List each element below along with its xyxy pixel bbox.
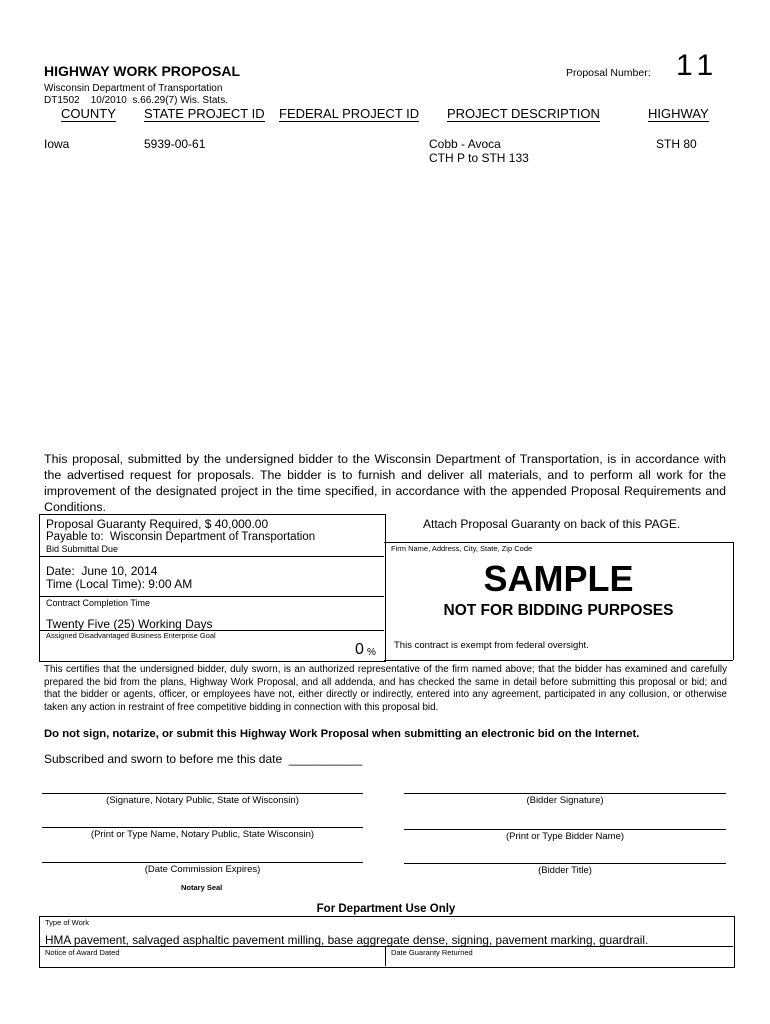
federal-exempt-note: This contract is exempt from federal oversight. — [394, 640, 589, 651]
project-description-line1: Cobb - Avoca — [429, 137, 501, 151]
bidder-title-label: (Bidder Title) — [538, 865, 592, 876]
form-id: DT1502 10/2010 s.66.29(7) Wis. Stats. — [44, 95, 228, 106]
firm-box-bottom-rule — [384, 660, 733, 661]
left-box-divider-1 — [39, 556, 384, 557]
commission-expires-label: (Date Commission Expires) — [144, 864, 261, 875]
bid-time: Time (Local Time): 9:00 AM — [46, 577, 193, 591]
notary-signature-line[interactable] — [42, 793, 363, 794]
notice-of-award-label: Notice of Award Dated — [45, 948, 120, 957]
date-guaranty-returned-label: Date Guaranty Returned — [391, 948, 473, 957]
notary-name-line[interactable] — [42, 827, 363, 828]
notary-signature-label: (Signature, Notary Public, State of Wisconsin) — [106, 795, 299, 806]
bid-date: Date: June 10, 2014 — [46, 564, 158, 578]
left-box-divider-2 — [39, 596, 384, 597]
column-header-project-description: PROJECT DESCRIPTION — [447, 106, 600, 121]
column-header-county: COUNTY — [61, 106, 116, 121]
bidder-signature-label: (Bidder Signature) — [526, 795, 604, 806]
firm-box-top-rule — [384, 542, 733, 543]
county-value: Iowa — [44, 137, 70, 151]
intro-paragraph: This proposal, submitted by the undersigned bidder to the Wisconsin Department of Transportation, is in accordance with the advertised request for proposals. The bidder is to furnish and deliver all materials, and to perform all work for the improvement of the designated project in the time specified, in accordance with the appended Proposal Requirements and Conditions. — [44, 452, 726, 514]
proposal-number-label: Proposal Number: — [566, 67, 651, 79]
attach-guaranty-note: Attach Proposal Guaranty on back of this PAGE. — [423, 517, 681, 531]
state-project-id-value: 5939-00-61 — [144, 137, 206, 151]
notary-seal-label: Notary Seal — [181, 883, 223, 892]
dbe-unit: % — [367, 647, 376, 658]
commission-expires-line[interactable] — [42, 862, 363, 863]
firm-name-label: Firm Name, Address, City, State, Zip Code — [391, 544, 533, 553]
column-header-state-project-id: STATE PROJECT ID — [144, 106, 265, 121]
subscribed-sworn: Subscribed and sworn to before me this date ___________ — [44, 752, 363, 766]
bidder-name-line[interactable] — [404, 829, 726, 830]
bidder-title-line[interactable] — [404, 863, 726, 864]
type-of-work-label: Type of Work — [45, 918, 90, 927]
completion-label: Contract Completion Time — [46, 598, 151, 608]
proposal-number: 11 — [676, 49, 720, 82]
not-for-bidding-notice: NOT FOR BIDDING PURPOSES — [443, 602, 674, 619]
department-use-heading: For Department Use Only — [316, 903, 456, 915]
type-of-work-value: HMA pavement, salvaged asphaltic pavement milling, base aggregate dense, signing, pavement marking, guardrail. — [45, 933, 649, 947]
payable-to: Payable to: Wisconsin Department of Transportation — [46, 531, 316, 543]
electronic-bid-warning: Do not sign, notarize, or submit this Highway Work Proposal when submitting an electronic bid on the Internet. — [44, 728, 640, 740]
guaranty-required: Proposal Guaranty Required, $ 40,000.00 — [46, 517, 269, 531]
bidder-signature-line[interactable] — [404, 793, 726, 794]
sample-watermark: SAMPLE — [483, 558, 634, 599]
department-use-split — [385, 946, 386, 966]
page-title: HIGHWAY WORK PROPOSAL — [44, 63, 241, 79]
dbe-value: 0 — [355, 641, 364, 658]
bid-submittal-label: Bid Submittal Due — [46, 544, 119, 554]
highway-value: STH 80 — [656, 137, 697, 151]
bidder-name-label: (Print or Type Bidder Name) — [505, 831, 625, 842]
project-description-line2: CTH P to STH 133 — [429, 151, 529, 165]
department-name: Wisconsin Department of Transportation — [44, 83, 223, 94]
dbe-label: Assigned Disadvantaged Business Enterprise Goal — [46, 631, 216, 640]
column-header-highway: HIGHWAY — [648, 106, 709, 121]
notary-name-label: (Print or Type Name, Notary Public, State Wisconsin) — [90, 829, 315, 840]
firm-box-right-rule — [733, 542, 734, 660]
certification-text: This certifies that the undersigned bidder, duly sworn, is an authorized representative of the firm named above; that the bidder has examined and carefully prepared the bid from the plans, Highway Work Proposal, and all addenda, and has checked the same in detail before submitting this proposal or bid; and that the bidder or agents, officer, or employees have not, either directly or indirectly, entered into any agreement, participated in any collusion, or otherwise taken any action in restraint of free competitive bidding in connection with this proposal bid. — [44, 664, 727, 713]
column-header-federal-project-id: FEDERAL PROJECT ID — [279, 106, 420, 121]
completion-value: Twenty Five (25) Working Days — [46, 617, 213, 631]
